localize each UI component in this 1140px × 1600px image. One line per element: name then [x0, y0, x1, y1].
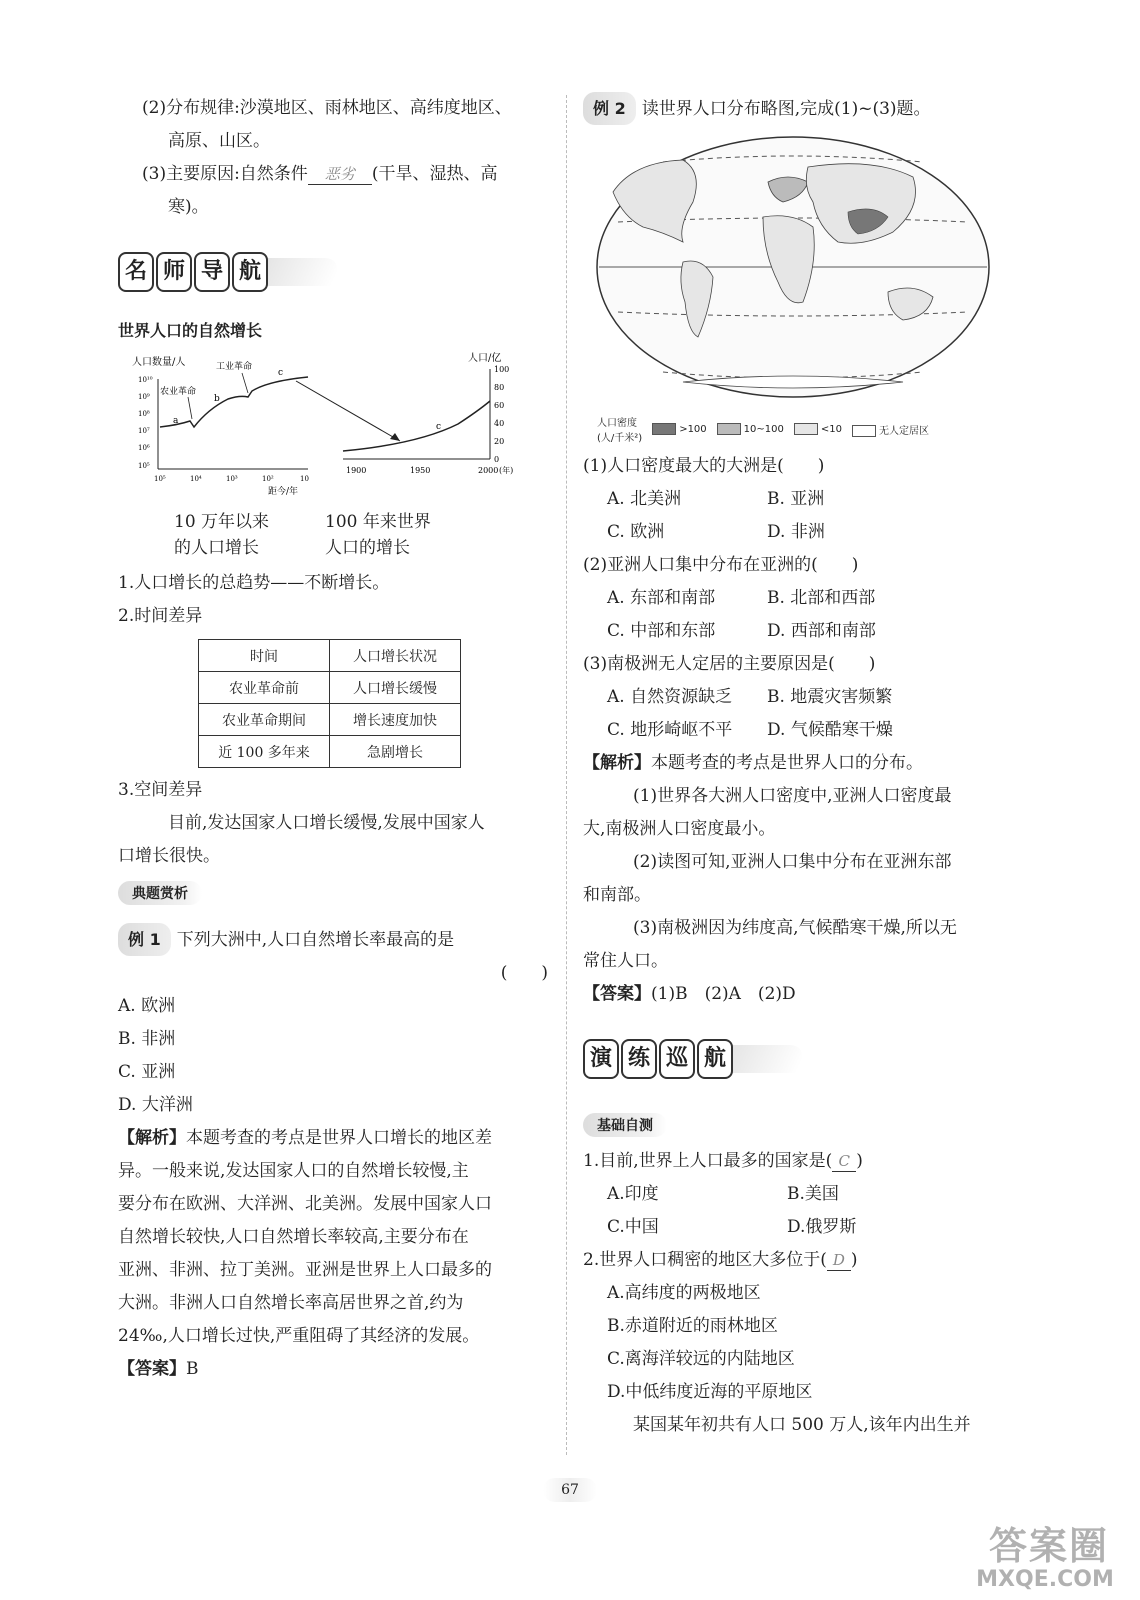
q3-options — [583, 714, 1023, 747]
analysis-line: (1)世界各大洲人口密度中,亚洲人口密度最 — [633, 786, 952, 806]
option: C. 中部和东部 — [607, 621, 716, 641]
legend-swatch-icon — [852, 425, 876, 437]
option: D. 气候酷寒干燥 — [767, 720, 893, 740]
analysis-tag: 【解析】 — [118, 1128, 186, 1148]
left-ytick: 10¹⁰ — [138, 376, 153, 384]
q3-options — [583, 681, 1023, 714]
reason-answer-fill: 恶劣 — [308, 164, 372, 185]
banner-char: 导 — [194, 252, 230, 292]
left-xtick: 10⁵ — [154, 475, 166, 483]
option: B. 非洲 — [118, 1029, 176, 1049]
analysis-line: 大洲。非洲人口自然增长率高居世界之首,约为 — [118, 1293, 464, 1313]
legend-title: 人口密度 (人/千米²) — [597, 418, 643, 444]
right-xtick: 2000 — [478, 466, 499, 475]
table-row — [199, 672, 461, 704]
banner-char: 航 — [232, 252, 268, 292]
agri-revolution-label: 农业革命 — [160, 387, 197, 397]
left-ytick: 10⁸ — [138, 410, 150, 418]
analysis-line: 异。一般来说,发达国家人口的自然增长较慢,主 — [118, 1161, 469, 1181]
world-map-svg — [593, 132, 993, 402]
option: C.离海洋较远的内陆地区 — [607, 1349, 795, 1369]
right-growth-curve — [343, 401, 490, 451]
answer-value: (1)B (2)A (2)D — [651, 984, 796, 1004]
option: B.赤道附近的雨林地区 — [607, 1316, 778, 1336]
page-number: 67 — [0, 1478, 1140, 1502]
right-chart-ylabel: 人口/亿 — [468, 353, 502, 364]
q2-options — [583, 582, 1023, 615]
typical-example-label: 典题赏析 — [118, 881, 202, 905]
analysis-line: 【解析】本题考查的考点是世界人口增长的地区差 — [118, 1128, 492, 1148]
basic-test-label: 基础自测 — [583, 1113, 667, 1137]
right-ytick: 100 — [494, 365, 510, 374]
analysis-line: 常住人口。 — [583, 951, 668, 971]
right-xtick: 1950 — [410, 466, 431, 475]
left-ytick: 10⁵ — [138, 462, 150, 470]
right-ytick: 80 — [494, 383, 505, 392]
table-cell: 人口增长缓慢 — [330, 672, 461, 704]
banner-char: 师 — [156, 252, 192, 292]
right-xunit: (年) — [499, 466, 514, 475]
option: B. 北部和西部 — [767, 588, 876, 608]
right-segment-c-label: c — [436, 422, 442, 432]
industrial-revolution-label: 工业革命 — [216, 362, 253, 372]
teacher-guide-banner — [118, 246, 548, 302]
left-chart-ylabel: 人口数量/人 — [132, 357, 186, 368]
time-difference-table — [198, 639, 461, 768]
segment-a-label: a — [173, 416, 179, 426]
table-cell: 近 100 多年来 — [199, 736, 330, 768]
question-1: (1)人口密度最大的大洲是( ) — [583, 456, 825, 476]
table-row — [199, 704, 461, 736]
b1-options — [583, 1211, 1023, 1244]
analysis-line: 要分布在欧洲、大洋洲、北美洲。发展中国家人口 — [118, 1194, 492, 1214]
chart-captions: 10 万年以来 的人口增长 100 年来世界 人口的增长 — [174, 509, 548, 561]
answer-value: B — [186, 1359, 199, 1379]
distribution-rule: (2)分布规律:沙漠地区、雨林地区、高纬度地区、 — [142, 98, 512, 118]
legend-swatch-icon — [717, 423, 741, 435]
option: D.中低纬度近海的平原地区 — [607, 1382, 813, 1402]
right-column — [583, 92, 1023, 1442]
population-growth-charts — [118, 349, 518, 509]
column-divider — [566, 95, 567, 1455]
analysis-line: 亚洲、非洲、拉丁美洲。亚洲是世界上人口最多的 — [118, 1260, 492, 1280]
table-header: 人口增长状况 — [330, 640, 461, 672]
question-3: (3)南极洲无人定居的主要原因是( ) — [583, 654, 876, 674]
option: A. 东部和南部 — [607, 588, 716, 608]
banner-char: 名 — [118, 252, 154, 292]
option: A. 北美洲 — [607, 489, 682, 509]
analysis-line: (2)读图可知,亚洲人口集中分布在亚洲东部 — [633, 852, 952, 872]
answer-fill: C — [832, 1151, 856, 1172]
watermark-url: MXQE.COM — [976, 1567, 1114, 1592]
left-xtick: 10 — [300, 475, 309, 483]
point-1: 1.人口增长的总趋势——不断增长。 — [118, 573, 390, 593]
analysis-line: 24‰,人口增长过快,严重阻碍了其经济的发展。 — [118, 1326, 480, 1346]
analysis-line: (3)南极洲因为纬度高,气候酷寒干燥,所以无 — [633, 918, 957, 938]
right-xtick: 1900 — [346, 466, 367, 475]
option: A.高纬度的两极地区 — [607, 1283, 761, 1303]
q1-options — [583, 483, 1023, 516]
point-3: 3.空间差异 — [118, 780, 203, 800]
option: C. 地形崎岖不平 — [607, 720, 733, 740]
answer-tag: 【答案】 — [118, 1359, 186, 1379]
option: C. 欧洲 — [607, 522, 665, 542]
banner-char: 航 — [697, 1039, 733, 1079]
answer-fill: D — [827, 1250, 851, 1271]
zoom-arrow — [296, 381, 400, 441]
right-ytick: 20 — [494, 437, 505, 446]
example-1-paren: ( ) — [500, 963, 548, 983]
right-ytick: 40 — [494, 419, 505, 428]
answer-tag: 【答案】 — [583, 984, 651, 1004]
b1-options — [583, 1178, 1023, 1211]
answer-line — [118, 1353, 548, 1386]
section-title: 世界人口的自然增长 — [118, 321, 263, 340]
table-header: 时间 — [199, 640, 330, 672]
legend-item: <10 — [794, 423, 842, 435]
table-cell: 农业革命期间 — [199, 704, 330, 736]
left-growth-curve — [160, 377, 308, 427]
option: A.印度 — [607, 1184, 659, 1204]
map-legend — [597, 414, 1023, 444]
legend-item: 10~100 — [717, 423, 784, 435]
legend-item: >100 — [652, 423, 706, 435]
left-xtick: 10⁴ — [190, 475, 202, 483]
main-reason: (3)主要原因:自然条件 恶劣 (干旱、湿热、高 — [142, 164, 498, 184]
table-cell: 增长速度加快 — [330, 704, 461, 736]
world-population-map — [593, 132, 993, 412]
left-xtick: 10² — [262, 475, 274, 483]
option: D. 大洋洲 — [118, 1095, 193, 1115]
option: B. 亚洲 — [767, 489, 825, 509]
analysis-line: 【解析】本题考查的考点是世界人口的分布。 — [583, 753, 923, 773]
right-ytick: 0 — [494, 455, 500, 464]
left-column — [118, 92, 548, 1386]
distribution-rule-cont: 高原、山区。 — [168, 131, 270, 151]
option: A. 欧洲 — [118, 996, 176, 1016]
example-2-question: 例 2 读世界人口分布略图,完成(1)~(3)题。 — [583, 92, 1023, 126]
point-2: 2.时间差异 — [118, 606, 203, 626]
basic-question-3-start: 某国某年初共有人口 500 万人,该年内出生并 — [633, 1415, 971, 1435]
banner-char: 练 — [621, 1039, 657, 1079]
example-1-question: 例 1 下列大洲中,人口自然增长率最高的是 — [118, 923, 548, 957]
segment-c-label: c — [278, 368, 284, 378]
option: A. 自然资源缺乏 — [607, 687, 733, 707]
caption-left: 10 万年以来 — [174, 512, 270, 532]
legend-item: 无人定居区 — [852, 422, 929, 437]
banner-char: 巡 — [659, 1039, 695, 1079]
legend-swatch-icon — [794, 423, 818, 435]
analysis-tag: 【解析】 — [583, 753, 651, 773]
analysis-line: 和南部。 — [583, 885, 651, 905]
practice-banner — [583, 1033, 1023, 1089]
table-cell: 急剧增长 — [330, 736, 461, 768]
left-ytick: 10⁹ — [138, 393, 150, 401]
option: B. 地震灾害频繁 — [767, 687, 893, 707]
example-1-badge: 例 1 — [118, 923, 171, 956]
space-text-cont: 口增长很快。 — [118, 846, 220, 866]
legend-swatch-icon — [652, 423, 676, 435]
table-cell: 农业革命前 — [199, 672, 330, 704]
option: D.俄罗斯 — [787, 1217, 857, 1237]
analysis-line: 自然增长较快,人口自然增长率较高,主要分布在 — [118, 1227, 469, 1247]
option: D. 非洲 — [767, 522, 825, 542]
main-reason-cont: 寒)。 — [168, 197, 209, 217]
option: C.中国 — [607, 1217, 659, 1237]
q2-options — [583, 615, 1023, 648]
left-chart-xlabel: 距今/年 — [268, 487, 299, 497]
q1-options — [583, 516, 1023, 549]
option: B.美国 — [787, 1184, 839, 1204]
left-ytick: 10⁶ — [138, 444, 150, 452]
table-row — [199, 736, 461, 768]
left-xtick: 10³ — [226, 475, 238, 483]
answer-line — [583, 978, 1023, 1011]
caption-right: 100 年来世界 — [325, 512, 431, 532]
right-ytick: 60 — [494, 401, 505, 410]
watermark-logo: 答案圈 — [988, 1524, 1109, 1568]
table-header-row — [199, 640, 461, 672]
basic-question-2: 2.世界人口稠密的地区大多位于( D ) — [583, 1250, 858, 1270]
option: C. 亚洲 — [118, 1062, 176, 1082]
population-charts-svg — [118, 349, 518, 509]
basic-question-1: 1.目前,世界上人口最多的国家是( C ) — [583, 1151, 863, 1171]
option: D. 西部和南部 — [767, 621, 876, 641]
example-2-badge: 例 2 — [583, 92, 636, 125]
left-ytick: 10⁷ — [138, 427, 150, 435]
space-text: 目前,发达国家人口增长缓慢,发展中国家人 — [168, 813, 485, 833]
question-2: (2)亚洲人口集中分布在亚洲的( ) — [583, 555, 859, 575]
analysis-line: 大,南极洲人口密度最小。 — [583, 819, 776, 839]
banner-char: 演 — [583, 1039, 619, 1079]
segment-b-label: b — [214, 394, 220, 404]
